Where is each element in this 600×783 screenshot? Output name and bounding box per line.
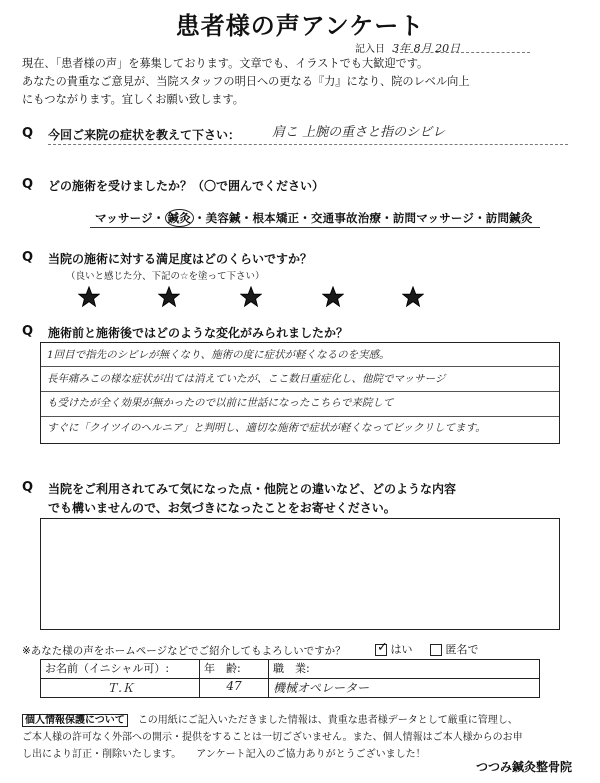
option-visit-massage[interactable]: 訪問マッサージ xyxy=(392,211,475,225)
age-label: 年 齢: xyxy=(200,660,269,679)
name-label: お名前（イニシャル可）: xyxy=(41,660,200,679)
star-icon[interactable] xyxy=(158,286,180,308)
option-acupuncture-selected[interactable]: 鍼灸 xyxy=(165,209,194,227)
job-field[interactable]: 機械オペレーター xyxy=(269,679,540,698)
q5-question-line: 当院をご利用されてみて気になった点・他院との違いなど、どのような内容 xyxy=(48,482,457,496)
date-field xyxy=(355,40,460,56)
q3-mark: Q xyxy=(22,250,34,265)
privacy-line: この用紙にご記入いただきました情報は、貴重な患者様データとして厳重に管理し、 xyxy=(137,715,518,726)
name-field[interactable]: Ｔ.Ｋ xyxy=(41,679,200,698)
homepage-consent-question: ※あなた様の声をホームページなどでご紹介してもよろしいですか？ xyxy=(22,645,346,657)
option-visit-acupuncture[interactable]: 訪問鍼灸 xyxy=(485,211,533,225)
q5-answer-box[interactable] xyxy=(40,518,560,630)
intro-text xyxy=(22,55,582,109)
privacy-notice xyxy=(22,712,582,763)
q2-question: どの施術を受けましたか？（〇で囲んでください） xyxy=(48,179,325,193)
q1-underline xyxy=(48,144,568,145)
q4-answer-box[interactable] xyxy=(40,342,560,444)
q4-answer-line: も受けたが全く効果が無かったので以前に世話になったこちらで来院して xyxy=(47,397,394,409)
page-title: 患者様の声アンケート xyxy=(175,12,425,40)
privacy-line: し出により訂正・削除いたします。 アンケート記入のご協力ありがとうございました！ xyxy=(22,749,426,760)
q1-mark: Q xyxy=(22,126,34,141)
option-massage[interactable]: マッサージ xyxy=(95,211,153,225)
consent-yes[interactable] xyxy=(375,641,413,657)
date-label: 記入日 xyxy=(355,44,385,55)
q4-mark: Q xyxy=(22,324,34,339)
option-accident[interactable]: 交通事故治療 xyxy=(310,211,382,225)
q4-question: 施術前と施術後ではどのような変化がみられましたか？ xyxy=(48,326,349,340)
q5-mark: Q xyxy=(22,480,34,495)
intro-line: あなたの貴重なご意見が、当院スタッフの明日への更なる『力』になり、院のレベル向上 xyxy=(22,75,470,88)
job-label: 職 業: xyxy=(269,660,540,679)
ruled-line xyxy=(41,391,559,392)
intro-line: 現在、「患者様の声」を募集しております。文章でも、イラストでも大歓迎です。 xyxy=(22,57,429,70)
treatment-options: マッサージ・ 鍼灸 ・美容鍼・根本矯正・交通事故治療・訪問マッサージ・訪問鍼灸 xyxy=(95,211,533,225)
clinic-name: つつみ鍼灸整骨院 xyxy=(475,760,572,774)
personal-info-table xyxy=(40,659,540,698)
age-field[interactable]: 47 xyxy=(200,679,269,698)
q4-answer-line: 1回目で指先のシビレが無くなり、施術の度に症状が軽くなるのを実感。 xyxy=(47,349,390,361)
q1-question: 今回ご来院の症状を教えて下さい： xyxy=(48,128,241,142)
q4-answer-line: すぐに「クイツイのヘルニア」と判明し、適切な施術で症状が軽くなってビックリしてます。 xyxy=(47,422,486,434)
privacy-label: 個人情報保護について xyxy=(22,714,128,727)
checkbox-icon[interactable] xyxy=(430,644,442,656)
q1-answer: 肩こ 上腕の重さと指のシビレ xyxy=(272,125,446,140)
q2-mark: Q xyxy=(22,177,34,192)
ruled-line xyxy=(41,366,559,367)
q5-question xyxy=(48,480,456,518)
date-underline xyxy=(395,52,530,53)
consent-anonymous[interactable] xyxy=(430,641,479,657)
q4-answer-line: 長年痛みこの様な症状が出ては消えていたが、ここ数日重症化し、他院でマッサージ xyxy=(47,373,446,385)
ruled-line xyxy=(41,416,559,417)
checkbox-checked-icon[interactable]: ✓ xyxy=(377,640,388,655)
intro-line: にもつながります。宜しくお願い致します。 xyxy=(22,93,244,106)
star-icon[interactable] xyxy=(322,286,344,308)
star-icon[interactable] xyxy=(78,286,100,308)
option-beauty-needle[interactable]: 美容鍼 xyxy=(205,211,241,225)
q2-underline xyxy=(90,227,540,228)
q3-question: 当院の施術に対する満足度はどのくらいですか？ xyxy=(48,252,313,266)
star-icon[interactable] xyxy=(402,286,424,308)
q5-question-line: でも構いませんので、お気づきになったことをお寄せください。 xyxy=(48,501,396,515)
star-icon[interactable] xyxy=(240,286,262,308)
q3-sub: （良いと感じた分、下記の☆を塗って下さい） xyxy=(66,271,265,282)
option-root-correction[interactable]: 根本矯正 xyxy=(252,211,300,225)
date-value: 3年 8月 20日 xyxy=(392,42,461,55)
consent-anonymous-label: 匿名で xyxy=(445,643,479,656)
consent-yes-label: はい xyxy=(390,643,413,656)
privacy-line: ご本人様の許可なく外部への開示・提供をすることは一切ございません。また、個人情報はご本人様からのお申 xyxy=(22,732,523,743)
